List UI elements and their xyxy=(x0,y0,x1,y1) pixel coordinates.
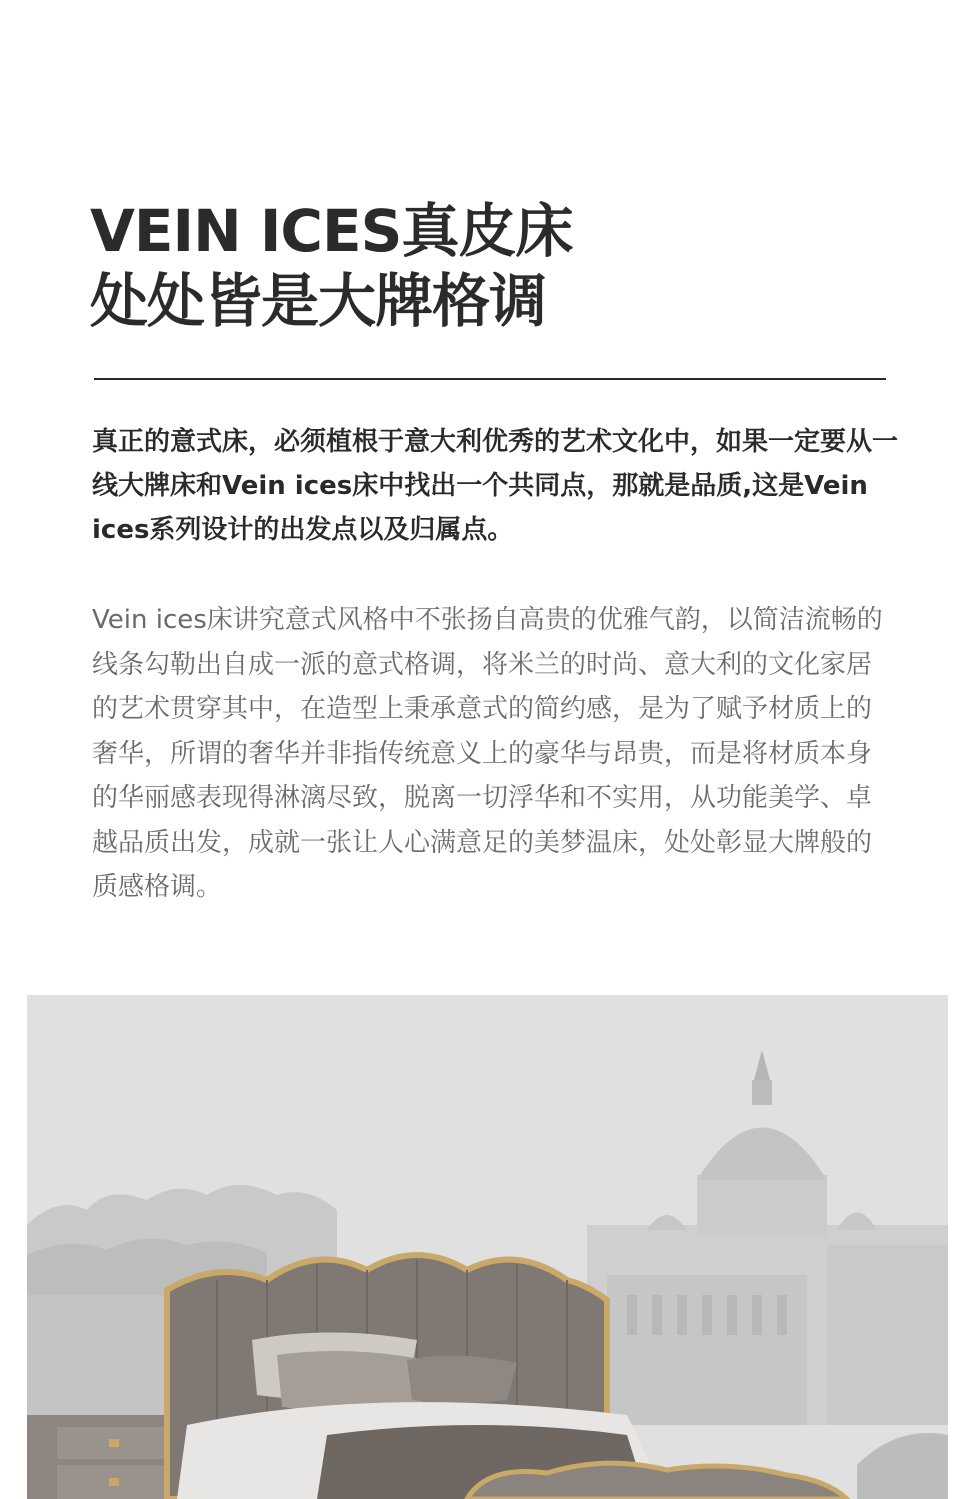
title-divider xyxy=(94,378,886,380)
intro-paragraph: 真正的意式床，必须植根于意大利优秀的艺术文化中，如果一定要从一线大牌床和Vein ices床中找出一个共同点，那就是品质,这是Vein ices系列设计的出发点以及归属点。 xyxy=(92,427,899,545)
title-line-2: 处处皆是大牌格调 xyxy=(90,267,547,335)
title-line-1: VEIN ICES真皮床 xyxy=(90,197,573,265)
hero-bed-photo xyxy=(27,995,948,1499)
page-title xyxy=(90,196,572,336)
body-paragraph: Vein ices床讲究意式风格中不张扬自高贵的优雅气韵，以简洁流畅的线条勾勒出自成一派的意式格调，将米兰的时尚、意大利的文化家居的艺术贯穿其中，在造型上秉承意式的简约感，是为了赋予材质上的奢华，所谓的奢华并非指传统意义上的豪华与昂贵，而是将材质本身的华丽感表现得淋漓尽致，脱离一切浮华和不实用，从功能美学、卓越品质出发，成就一张让人心满意足的美梦温床，处处彰显大牌般的质感格调。 xyxy=(92,605,883,902)
